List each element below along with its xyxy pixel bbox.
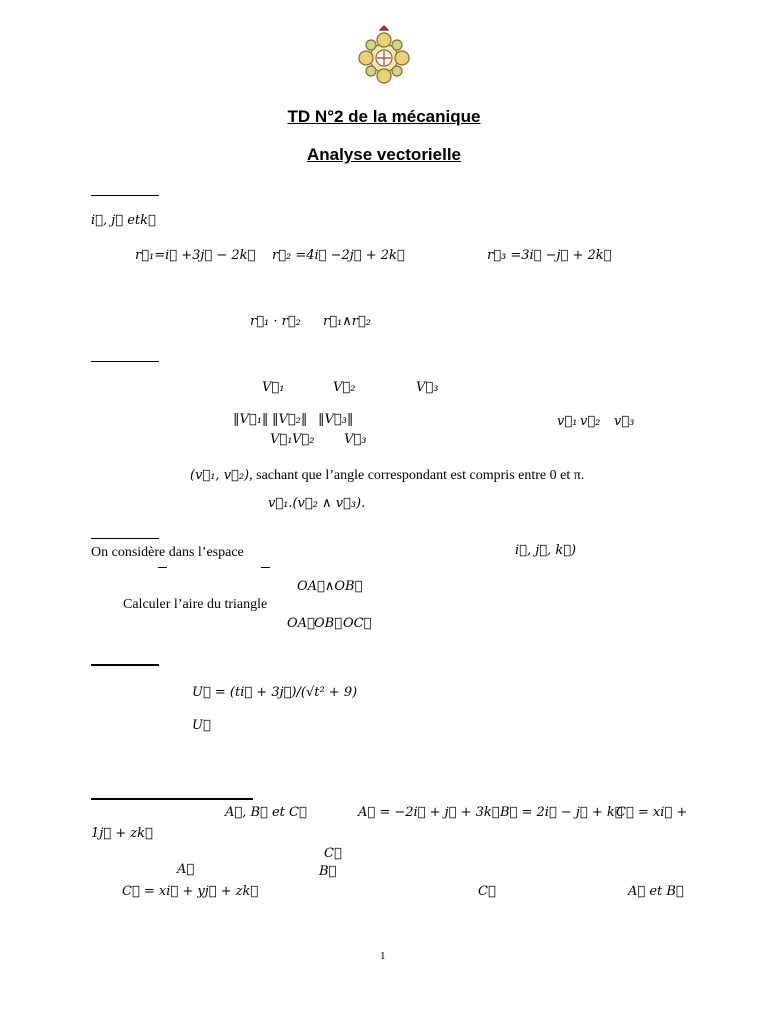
page-number: 1 xyxy=(380,950,386,962)
norm-V1: ‖V⃗₁‖ xyxy=(233,412,269,427)
vector-OC: OC⃗ xyxy=(343,616,372,631)
unit-vector-v1: v⃗₁ xyxy=(557,414,578,429)
norm-V2: ‖V⃗₂‖ xyxy=(272,412,308,427)
angle-line xyxy=(190,466,584,484)
unit-vector-v2: v⃗₂ xyxy=(580,414,601,429)
dash-mark-1 xyxy=(158,567,167,568)
angle-expression: (v⃗₁, v⃗₂) xyxy=(190,468,250,483)
vector-C-over: C⃗ xyxy=(324,846,342,861)
dash-mark-2 xyxy=(261,567,270,568)
vector-C-general: C⃗ = xi⃗ + yj⃗ + zk⃗ xyxy=(122,884,259,899)
page-title: TD N°2 de la mécanique xyxy=(287,107,481,126)
vector-V1: V⃗₁ xyxy=(262,380,285,395)
cross-product: r⃗₁∧r⃗₂ xyxy=(323,314,371,329)
vectors-ABC: A⃗, B⃗ et C⃗ xyxy=(225,805,307,820)
vector-r1-definition: r⃗₁=i⃗ +3j⃗ − 2k⃗ xyxy=(135,248,256,263)
vector-V2: V⃗₂ xyxy=(333,380,356,395)
vector-B-under: B⃗ xyxy=(319,864,337,879)
exercise-1-rule xyxy=(91,195,159,196)
vector-r3-definition: r⃗₃ =3i⃗ −j⃗ + 2k⃗ xyxy=(487,248,612,263)
vector-OB: OB⃗ xyxy=(314,616,343,631)
dot-product: r⃗₁ · r⃗₂ xyxy=(250,314,301,329)
mixed-product: v⃗₁.(v⃗₂ ∧ v⃗₃). xyxy=(268,496,366,511)
vectors-A-and-B: A⃗ et B⃗ xyxy=(628,884,684,899)
page-subtitle: Analyse vectorielle xyxy=(306,145,462,164)
exercise-2-rule xyxy=(91,361,159,362)
reference-frame: i⃗, j⃗, k⃗) xyxy=(515,543,577,558)
exercise-4-rule xyxy=(91,664,159,666)
space-intro: On considère dans l’espace xyxy=(91,545,244,560)
norm-V3: ‖V⃗₃‖ xyxy=(318,412,354,427)
cross-OA-OB: OA⃗∧OB⃗ xyxy=(297,579,363,594)
vector-A-definition: A⃗ = −2i⃗ + j⃗ + 3k⃗ xyxy=(358,805,500,820)
vector-V3-below: V⃗₃ xyxy=(344,432,367,447)
vector-C-standalone: C⃗ xyxy=(478,884,496,899)
vector-A-standalone: A⃗ xyxy=(177,862,195,877)
angle-text: , sachant que l’angle correspondant est compris entre 0 et π. xyxy=(249,468,585,483)
exercise-5-rule xyxy=(91,798,253,800)
triangle-area-prompt: Calculer l’aire du triangle xyxy=(123,597,268,612)
vector-V3: V⃗₃ xyxy=(416,380,439,395)
unit-vector-v3: v⃗₃ xyxy=(614,414,635,429)
vector-B-definition: B⃗ = 2i⃗ − j⃗ + k⃗ xyxy=(500,805,623,820)
vector-U: U⃗ xyxy=(192,718,211,733)
vector-V1-below: V⃗₁ xyxy=(270,432,293,447)
university-logo xyxy=(350,24,418,90)
vector-V2-below: V⃗₂ xyxy=(292,432,315,447)
vector-U-definition: U⃗ = (ti⃗ + 3j⃗)/(√t² + 9) xyxy=(192,685,358,700)
vector-C-definition-end: 1j⃗ + zk⃗ xyxy=(91,826,153,841)
exercise-3-rule xyxy=(91,538,159,539)
vector-C-definition-start: C⃗ = xi⃗ + xyxy=(616,805,688,820)
basis-vectors: i⃗, j⃗ etk⃗ xyxy=(91,213,156,228)
vector-OA: OA⃗ xyxy=(287,616,315,631)
vector-r2-definition: r⃗₂ =4i⃗ −2j⃗ + 2k⃗ xyxy=(272,248,405,263)
